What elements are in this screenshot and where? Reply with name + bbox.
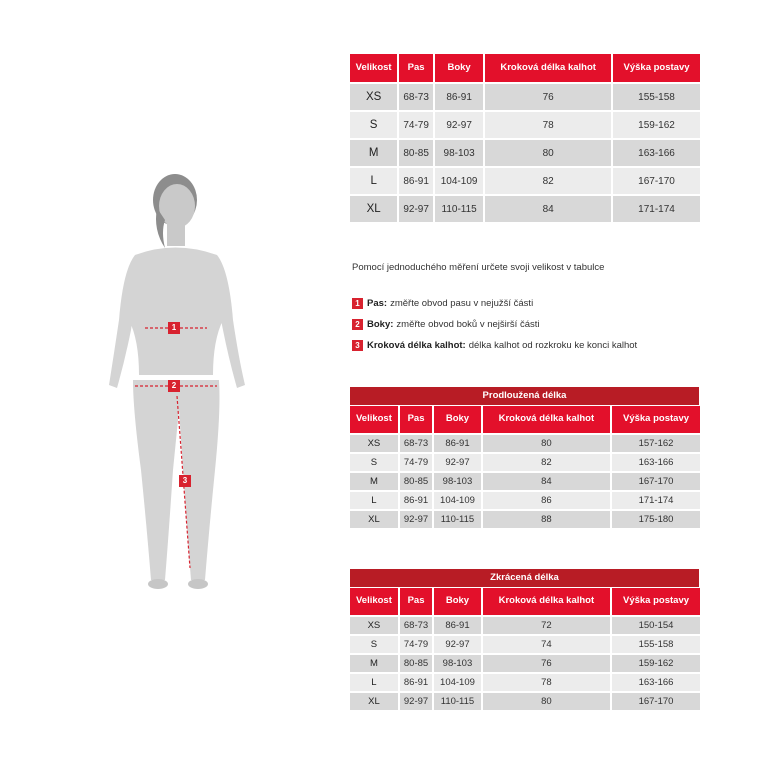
cell: 155-158 xyxy=(612,636,700,653)
cell: XL xyxy=(350,693,398,710)
cell: 92-97 xyxy=(434,454,480,471)
cell: 74-79 xyxy=(400,454,432,471)
cell: 88 xyxy=(483,511,610,528)
body-measurement-figure xyxy=(95,170,265,600)
cell: 98-103 xyxy=(434,473,480,490)
cell: 68-73 xyxy=(400,617,432,634)
instructions-intro: Pomocí jednoduchého měření určete svoji velikost v tabulce xyxy=(352,262,605,273)
cell: 82 xyxy=(485,168,611,194)
cell: 86-91 xyxy=(434,435,480,452)
cell: 110-115 xyxy=(434,693,480,710)
cell: 80 xyxy=(483,435,610,452)
cell: 167-170 xyxy=(613,168,700,194)
cell: 80 xyxy=(485,140,611,166)
marker-2: 2 xyxy=(168,380,180,392)
cell: 159-162 xyxy=(612,655,700,672)
cell: M xyxy=(350,473,398,490)
col-header: Boky xyxy=(434,406,480,433)
cell: 86-91 xyxy=(399,168,433,194)
table-row xyxy=(350,168,700,194)
cell: S xyxy=(350,112,397,138)
cell: 86-91 xyxy=(400,492,432,509)
cell: 80-85 xyxy=(400,473,432,490)
cell: 163-166 xyxy=(612,674,700,691)
col-header: Boky xyxy=(435,54,483,82)
col-header: Pas xyxy=(400,588,432,615)
table-row xyxy=(350,511,700,528)
marker-3: 3 xyxy=(179,475,191,487)
table-row xyxy=(350,693,700,710)
instruction-step-2 xyxy=(352,319,540,330)
cell: 74-79 xyxy=(400,636,432,653)
cell: M xyxy=(350,140,397,166)
cell: XS xyxy=(350,84,397,110)
cell: 84 xyxy=(485,196,611,222)
table-row xyxy=(350,112,700,138)
cell: 72 xyxy=(483,617,610,634)
cell: 76 xyxy=(483,655,610,672)
col-header: Výška postavy xyxy=(612,406,700,433)
cell: 167-170 xyxy=(612,693,700,710)
size-table-long xyxy=(348,404,702,530)
cell: 84 xyxy=(483,473,610,490)
col-header: Velikost xyxy=(350,406,398,433)
cell: 155-158 xyxy=(613,84,700,110)
cell: XL xyxy=(350,511,398,528)
cell: 104-109 xyxy=(434,674,480,691)
cell: 80-85 xyxy=(400,655,432,672)
col-header: Pas xyxy=(400,406,432,433)
cell: L xyxy=(350,168,397,194)
cell: 175-180 xyxy=(612,511,700,528)
step-number: 1 xyxy=(352,298,363,309)
cell: 68-73 xyxy=(399,84,433,110)
table-long-title: Prodloužená délka xyxy=(350,387,699,405)
cell: XS xyxy=(350,617,398,634)
table-short-title: Zkrácená délka xyxy=(350,569,699,587)
table-row xyxy=(350,435,700,452)
table-row xyxy=(350,492,700,509)
marker-1: 1 xyxy=(168,322,180,334)
cell: 110-115 xyxy=(434,511,480,528)
table-row xyxy=(350,674,700,691)
cell: 98-103 xyxy=(434,655,480,672)
cell: 104-109 xyxy=(434,492,480,509)
cell: 92-97 xyxy=(435,112,483,138)
table-row xyxy=(350,196,700,222)
cell: 74 xyxy=(483,636,610,653)
cell: 68-73 xyxy=(400,435,432,452)
cell: 167-170 xyxy=(612,473,700,490)
size-table-standard xyxy=(348,52,702,224)
step-text: změřte obvod boků v nejširší části xyxy=(396,319,540,330)
step-text: délka kalhot od rozkroku ke konci kalhot xyxy=(468,340,638,351)
cell: 92-97 xyxy=(434,636,480,653)
instruction-step-1 xyxy=(352,298,533,309)
cell: L xyxy=(350,674,398,691)
size-table-short xyxy=(348,586,702,712)
cell: 98-103 xyxy=(435,140,483,166)
cell: S xyxy=(350,636,398,653)
col-header: Výška postavy xyxy=(612,588,700,615)
cell: 86-91 xyxy=(435,84,483,110)
cell: 92-97 xyxy=(399,196,433,222)
cell: 171-174 xyxy=(612,492,700,509)
cell: 92-97 xyxy=(400,693,432,710)
cell: 150-154 xyxy=(612,617,700,634)
cell: M xyxy=(350,655,398,672)
cell: XL xyxy=(350,196,397,222)
col-header: Pas xyxy=(399,54,433,82)
step-term: Pas: xyxy=(367,298,388,309)
cell: 104-109 xyxy=(435,168,483,194)
table-row xyxy=(350,636,700,653)
cell: 163-166 xyxy=(613,140,700,166)
table-row xyxy=(350,140,700,166)
cell: 82 xyxy=(483,454,610,471)
col-header: Kroková délka kalhot xyxy=(483,588,610,615)
cell: 80 xyxy=(483,693,610,710)
cell: 80-85 xyxy=(399,140,433,166)
cell: 157-162 xyxy=(612,435,700,452)
cell: 86-91 xyxy=(434,617,480,634)
cell: 78 xyxy=(485,112,611,138)
table-row xyxy=(350,655,700,672)
step-number: 2 xyxy=(352,319,363,330)
table-row xyxy=(350,84,700,110)
step-term: Boky: xyxy=(367,319,394,330)
cell: 171-174 xyxy=(613,196,700,222)
cell: L xyxy=(350,492,398,509)
table-row xyxy=(350,473,700,490)
col-header: Velikost xyxy=(350,588,398,615)
col-header: Kroková délka kalhot xyxy=(483,406,610,433)
cell: S xyxy=(350,454,398,471)
cell: 74-79 xyxy=(399,112,433,138)
col-header: Výška postavy xyxy=(613,54,700,82)
step-term: Kroková délka kalhot: xyxy=(367,340,466,351)
col-header: Boky xyxy=(434,588,480,615)
cell: 76 xyxy=(485,84,611,110)
cell: 163-166 xyxy=(612,454,700,471)
step-text: změřte obvod pasu v nejužší části xyxy=(390,298,534,309)
woman-silhouette xyxy=(95,170,265,600)
table-row xyxy=(350,617,700,634)
col-header: Kroková délka kalhot xyxy=(485,54,611,82)
cell: 92-97 xyxy=(400,511,432,528)
step-number: 3 xyxy=(352,340,363,351)
cell: 78 xyxy=(483,674,610,691)
cell: 86 xyxy=(483,492,610,509)
cell: 159-162 xyxy=(613,112,700,138)
cell: 86-91 xyxy=(400,674,432,691)
table-row xyxy=(350,454,700,471)
cell: 110-115 xyxy=(435,196,483,222)
instruction-step-3 xyxy=(352,340,637,351)
cell: XS xyxy=(350,435,398,452)
col-header: Velikost xyxy=(350,54,397,82)
